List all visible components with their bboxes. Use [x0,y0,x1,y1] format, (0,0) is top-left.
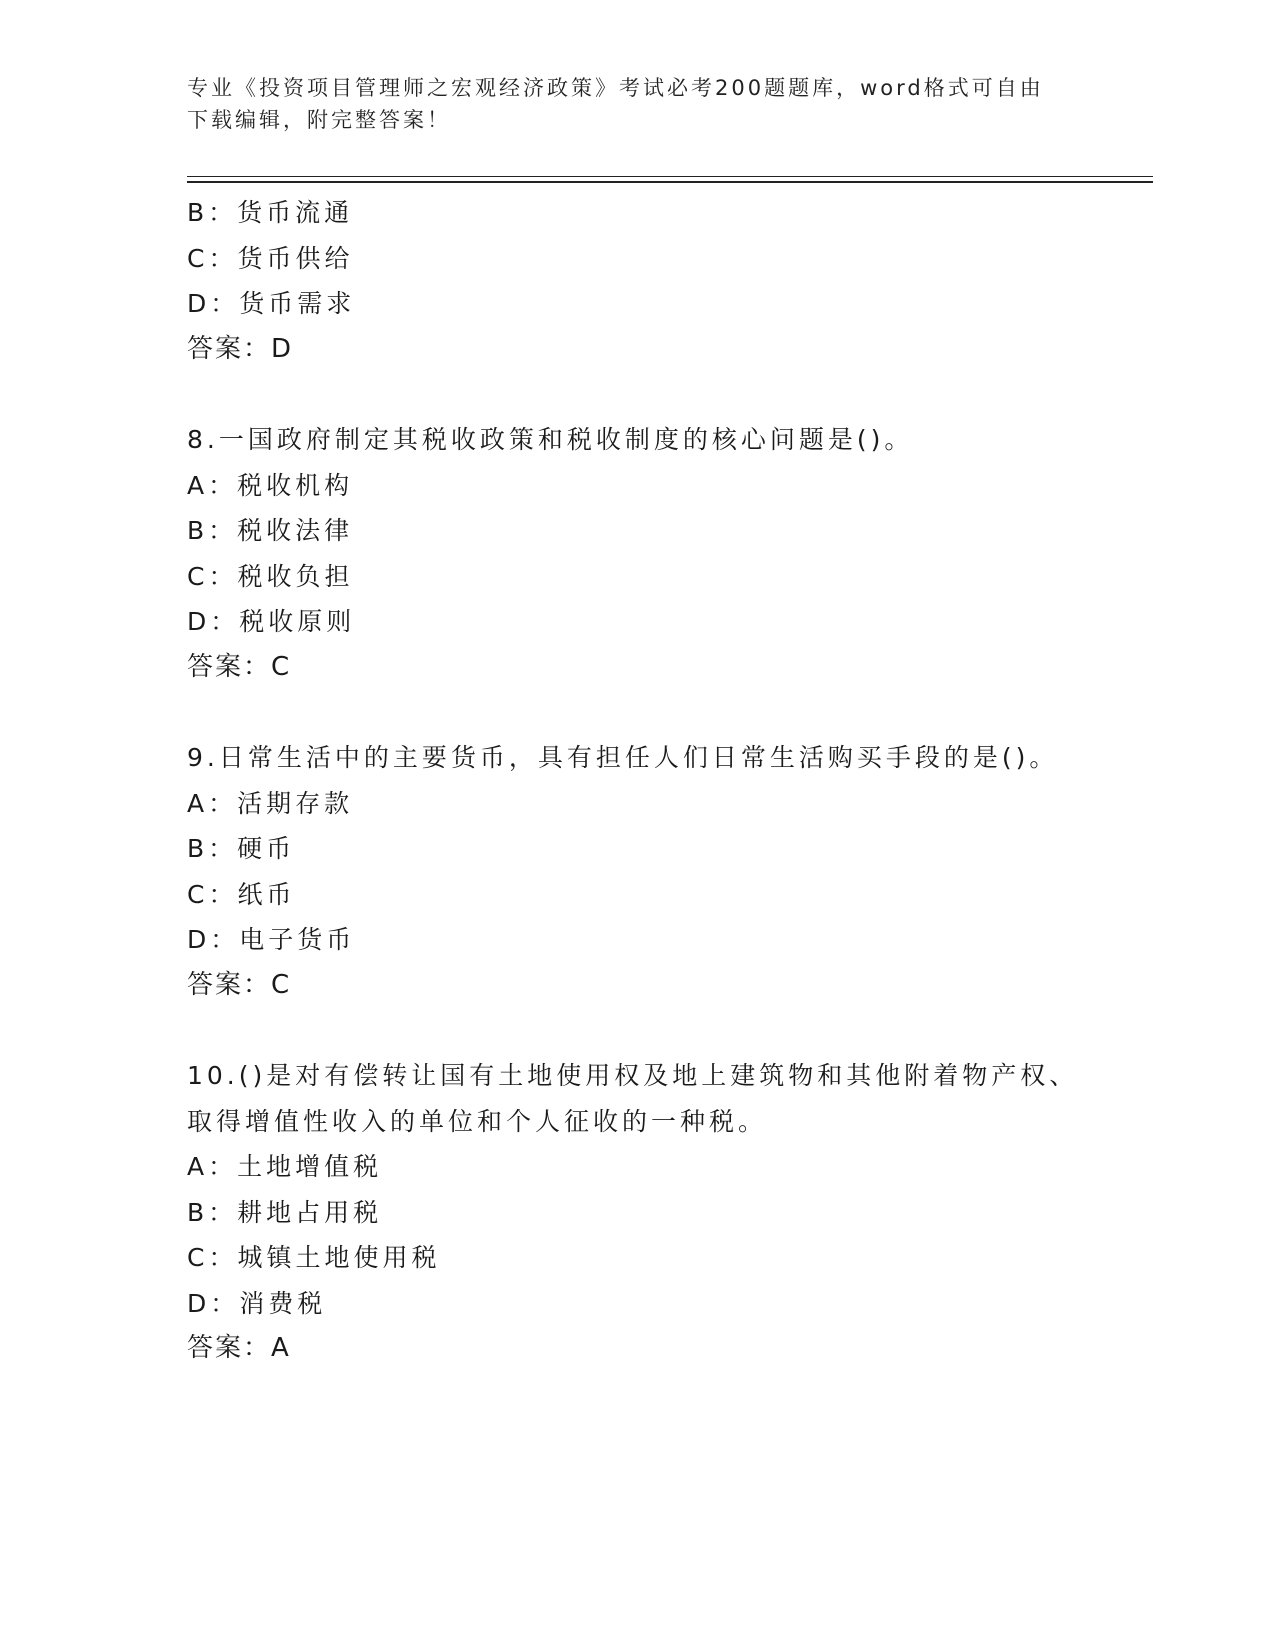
option-c: C：纸币 [187,879,296,909]
answer: 答案：A [187,1333,291,1363]
option-d: D：消费税 [187,1288,327,1318]
spacer [187,372,1147,417]
option-b: B：耕地占用税 [187,1197,383,1227]
question-stem-line-2: 取得增值性收入的单位和个人征收的一种税。 [187,1106,768,1136]
option-b: B：货币流通 [187,198,354,227]
question-8 [187,417,1147,690]
question-stem: 9.日常生活中的主要货币，具有担任人们日常生活购买手段的是()。 [187,743,1059,772]
question-stem: 8.一国政府制定其税收政策和税收制度的核心问题是()。 [187,425,914,454]
question-7 [187,190,1147,372]
option-a: A：税收机构 [187,470,354,500]
answer: 答案：D [187,333,294,364]
option-a: A：活期存款 [187,788,354,818]
question-10 [187,1053,1147,1372]
option-c: C：货币供给 [187,243,354,273]
question-stem-line-1: 10.()是对有偿转让国有土地使用权及地上建筑物和其他附着物产权、 [187,1061,1079,1090]
document-header [187,72,1067,136]
question-9 [187,735,1147,1008]
option-c: C：城镇土地使用税 [187,1243,441,1272]
option-d: D：税收原则 [187,607,356,636]
header-divider-thin [187,176,1153,177]
option-c: C：税收负担 [187,561,354,591]
header-divider-thick [187,181,1153,183]
spacer [187,1008,1147,1053]
option-b: B：硬币 [187,834,296,863]
answer: 答案：C [187,969,292,1000]
answer: 答案：C [187,651,292,682]
option-d: D：货币需求 [187,289,356,318]
option-a: A：土地增值税 [187,1152,383,1181]
header-line-1: 专业《投资项目管理师之宏观经济政策》考试必考200题题库，word格式可自由 [187,76,1044,100]
option-d: D：电子货币 [187,925,356,954]
spacer [187,690,1147,735]
question-list [187,190,1147,1372]
option-b: B：税收法律 [187,516,354,545]
header-line-2: 下载编辑，附完整答案！ [187,108,451,132]
